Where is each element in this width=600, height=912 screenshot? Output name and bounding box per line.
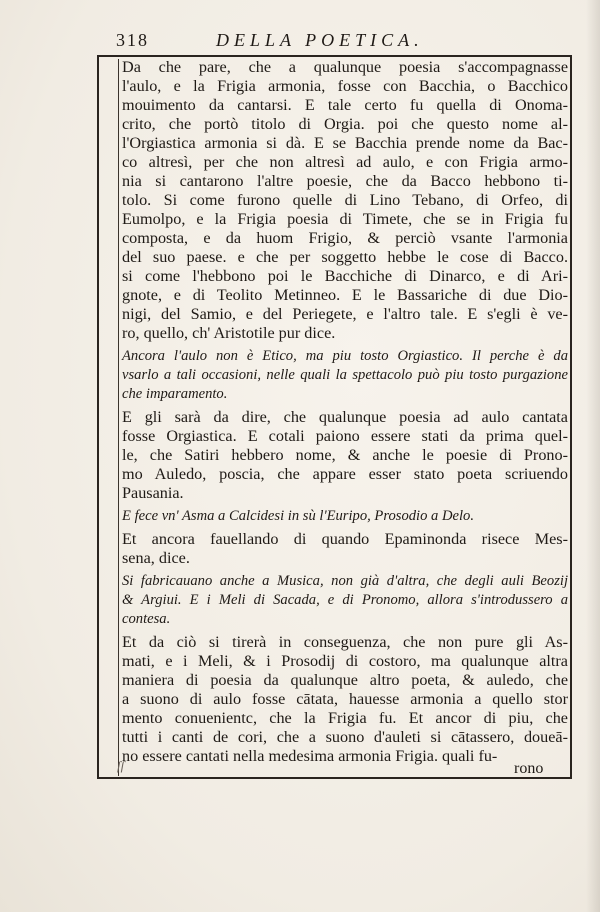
text-line: del suo paese. e che per soggetto hebbe le cose di Bacco. [122,248,568,266]
text-line: maniera di poesia da qualunque altro poeta, & auledo, che [122,671,568,689]
text-line: Et da ciò si tirerà in conseguenza, che non pure gli As- [122,633,568,651]
text-line: Ancora l'aulo non è Etico, ma piu tosto Orgiastico. Il perche è da [122,348,568,364]
text-line: mouimento da cantarsi. E tale certo fu quella di Onoma- [122,96,568,114]
text-line: che imparamento. [122,386,228,402]
text-line: si come l'hebbono poi le Bacchiche di Dinarco, e di Ari- [122,267,568,285]
text-line: a suono di aulo fosse cātata, hauesse armonia a quello stor [122,690,568,708]
text-block [122,58,568,766]
text-line: Si fabricauano anche a Musica, non già d'altra, che degli auli Beozij [122,573,568,589]
running-head [116,30,572,54]
text-line: Pausania. [122,484,184,502]
signature-mark: ſſ [117,758,125,773]
text-line: tutti i canti de cori, che a suono d'auleti si cātassero, doueā- [122,728,568,746]
text-line: tolo. Si come furono quelle di Lino Tebano, di Orfeo, di [122,191,568,209]
text-line: mati, e i Meli, & i Prosodij di costoro, ma qualunque altra [122,652,568,670]
text-line: nigi, del Samio, e del Periegete, e l'altro tale. E s'egli è ve- [122,305,568,323]
page-edge-shadow [586,0,600,912]
text-line: no essere cantati nella medesima armonia Frigia. quali fu- [122,747,498,765]
text-paragraph [122,633,568,766]
text-line: & Argiui. E i Meli di Sacada, e di Pronomo, allora s'introdussero a [122,592,568,608]
text-line: fosse Orgiastica. E cotali paiono essere stati da prima quel- [122,427,568,445]
text-line: gnote, e di Teolito Metinneo. E le Bassariche di due Dio- [122,286,568,304]
text-line: mento conuenientc, che la Frigia fu. Et ancor di piu, che [122,709,568,727]
text-line: composta, e da huom Frigio, & perciò vsante l'armonia [122,229,568,247]
quotation-paragraph [122,507,568,526]
catchword: rono [514,760,544,777]
text-line: crito, che portò titolo di Orgia. poi che questo nome al- [122,115,568,133]
text-line: sena, dice. [122,549,190,567]
text-line: Eumolpo, e la Frigia poesia di Timete, che se in Frigia fu [122,210,568,228]
text-line: l'aulo, e la Frigia armonia, fosse con Bacchia, o Bacchico [122,77,568,95]
text-line: contesa. [122,611,171,627]
text-line: nia si cantarono l'altre poesie, che da Bacco hebbono ti- [122,172,568,190]
text-paragraph [122,530,568,568]
text-paragraph [122,408,568,503]
text-line: le, che Satiri hebbero nome, & anche le poesie di Prono- [122,446,568,464]
text-line: co altresì, per che non altresì ad aulo, e con Frigia armo- [122,153,568,171]
page-number: 318 [116,30,149,50]
text-line: ro, quello, ch' Aristotile pur dice. [122,324,336,342]
text-line: Da che pare, che a qualunque poesia s'accompagnasse [122,58,568,76]
text-line: mo Auledo, poscia, che appare esser stato poeta scriuendo [122,465,568,483]
text-paragraph [122,58,568,343]
running-title: DELLA POETICA. [216,30,424,50]
text-line: E gli sarà da dire, che qualunque poesia ad aulo cantata [122,408,568,426]
quotation-paragraph [122,572,568,629]
text-line: Et ancora fauellando di quando Epaminonda risece Mes- [122,530,568,548]
text-line: vsarlo a tali occasioni, nelle quali la spettacolo può piu tosto purgazione [122,367,568,383]
text-line: E fece vn' Asma a Calcidesi in sù l'Euripo, Prosodio a Delo. [122,508,474,524]
quotation-paragraph [122,347,568,404]
text-line: l'Orgiastica armonia si dà. E se Bacchia prende nome da Bac- [122,134,568,152]
